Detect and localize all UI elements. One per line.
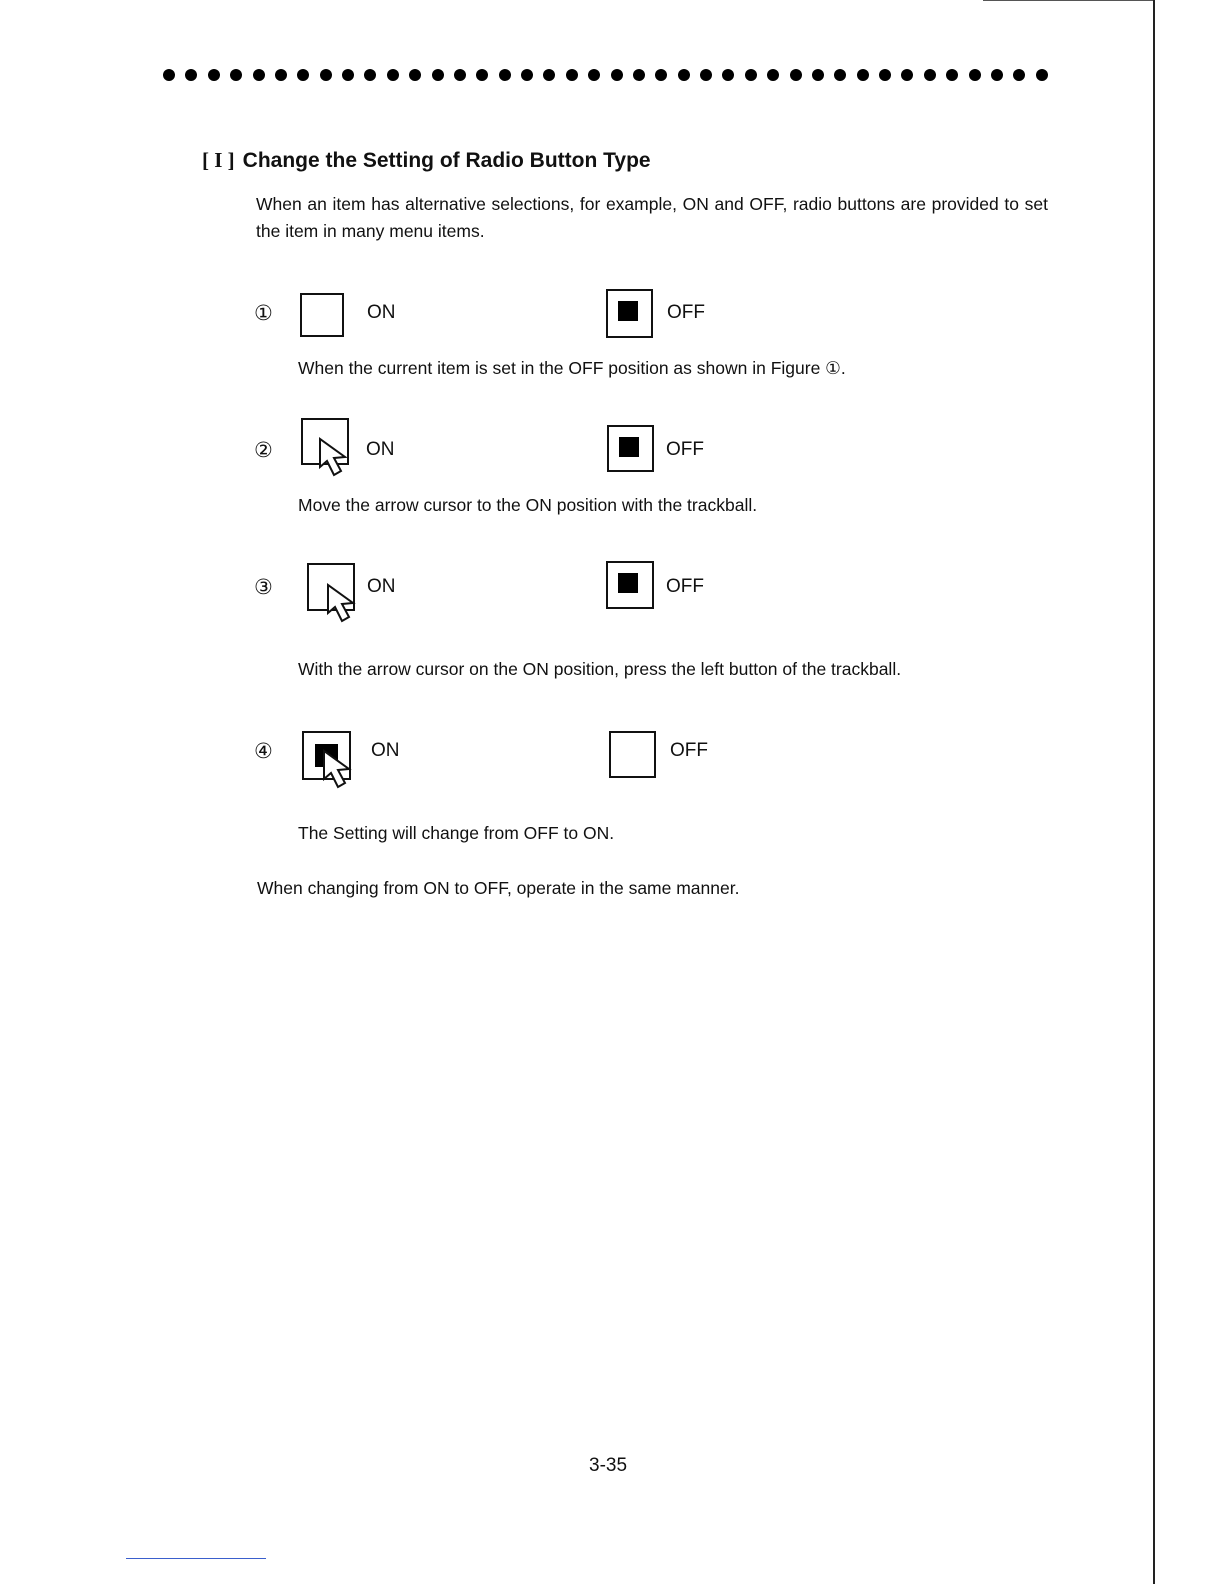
separator-dot — [678, 69, 690, 81]
section-heading — [202, 148, 651, 173]
separator-dot — [253, 69, 265, 81]
radio-off-label: OFF — [666, 576, 704, 597]
separator-dot — [320, 69, 332, 81]
intro-paragraph: When an item has alternative selections, for example, ON and OFF, radio buttons are provided to set the item in many menu items. — [256, 194, 1048, 241]
radio-selected-fill — [619, 437, 639, 457]
radio-on-label: ON — [367, 302, 396, 323]
radio-off-label: OFF — [667, 302, 705, 323]
step-number: ① — [254, 302, 273, 325]
separator-dot — [790, 69, 802, 81]
separator-dot — [588, 69, 600, 81]
separator-dot — [722, 69, 734, 81]
separator-dot — [499, 69, 511, 81]
step-description: With the arrow cursor on the ON position, press the left button of the trackball. — [298, 659, 902, 679]
step-description: The Setting will change from OFF to ON. — [298, 823, 615, 843]
separator-dot — [342, 69, 354, 81]
separator-dot — [700, 69, 712, 81]
radio-on-label: ON — [366, 439, 395, 460]
radio-off-label: OFF — [666, 439, 704, 460]
separator-dot — [834, 69, 846, 81]
separator-dot — [163, 69, 175, 81]
separator-dot — [812, 69, 824, 81]
separator-dot — [611, 69, 623, 81]
step-number: ② — [254, 439, 273, 462]
step-number: ③ — [254, 576, 273, 599]
separator-dot — [655, 69, 667, 81]
separator-dot — [521, 69, 533, 81]
separator-dot — [924, 69, 936, 81]
radio-on-label: ON — [367, 576, 396, 597]
radio-selected-fill — [618, 573, 638, 593]
page-border-top — [983, 0, 1155, 1]
arrow-cursor-icon — [318, 437, 354, 483]
separator-dot — [387, 69, 399, 81]
radio-on-label: ON — [371, 740, 400, 761]
radio-off[interactable] — [606, 289, 653, 338]
separator-dot — [745, 69, 757, 81]
separator-dot — [454, 69, 466, 81]
section-marker: [ I ] — [202, 148, 235, 172]
separator-dot — [767, 69, 779, 81]
separator-dot — [297, 69, 309, 81]
arrow-cursor-icon — [322, 749, 358, 795]
separator-dot — [432, 69, 444, 81]
bottom-rule — [126, 1558, 266, 1559]
separator-dot — [185, 69, 197, 81]
radio-on[interactable] — [300, 293, 344, 337]
separator-dot — [946, 69, 958, 81]
radio-off[interactable] — [606, 561, 654, 609]
separator-dot — [566, 69, 578, 81]
section-title: Change the Setting of Radio Button Type — [242, 149, 651, 172]
step-number: ④ — [254, 740, 273, 763]
page-border-right — [1153, 0, 1155, 1584]
arrow-cursor-icon — [326, 583, 362, 629]
separator-dot — [364, 69, 376, 81]
separator-dot — [543, 69, 555, 81]
separator-dot — [275, 69, 287, 81]
radio-off-label: OFF — [670, 740, 708, 761]
separator-dot — [857, 69, 869, 81]
separator-dot — [879, 69, 891, 81]
separator-dot — [1036, 69, 1048, 81]
separator-dot — [208, 69, 220, 81]
separator-dot — [633, 69, 645, 81]
separator-dot — [230, 69, 242, 81]
dotted-separator — [163, 67, 1048, 83]
radio-off[interactable] — [609, 731, 656, 778]
separator-dot — [991, 69, 1003, 81]
radio-selected-fill — [618, 301, 638, 321]
separator-dot — [969, 69, 981, 81]
step-description: When the current item is set in the OFF position as shown in Figure ①. — [298, 358, 846, 378]
separator-dot — [409, 69, 421, 81]
separator-dot — [901, 69, 913, 81]
page-number: 3-35 — [589, 1455, 628, 1476]
closing-note: When changing from ON to OFF, operate in the same manner. — [257, 878, 740, 898]
step-description: Move the arrow cursor to the ON position with the trackball. — [298, 495, 758, 515]
radio-off[interactable] — [607, 425, 654, 472]
separator-dot — [476, 69, 488, 81]
separator-dot — [1013, 69, 1025, 81]
